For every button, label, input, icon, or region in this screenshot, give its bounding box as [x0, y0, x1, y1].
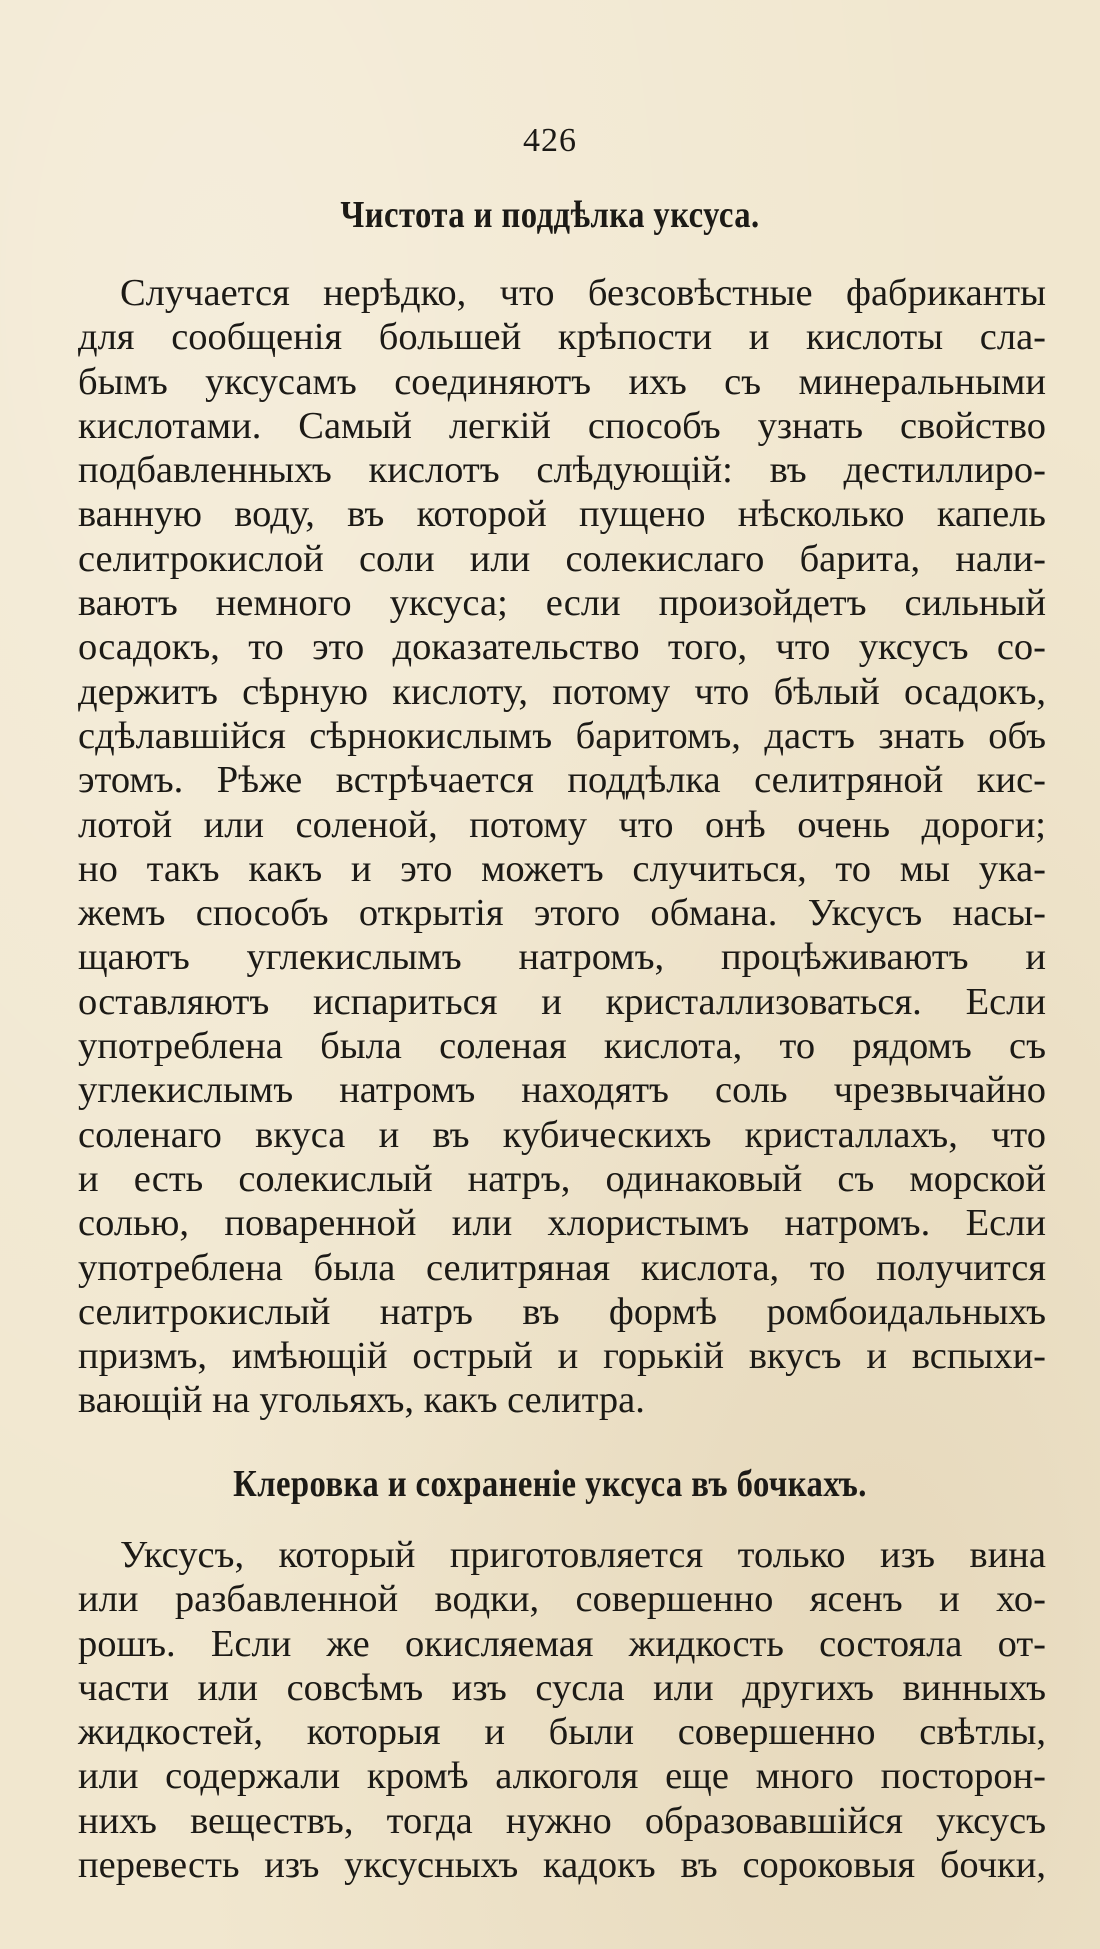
text-line: Уксусъ, который приготовляется только изъ вина [120, 1534, 1046, 1576]
text-line: для сообщенія большей крѣпости и кислоты сла- [78, 316, 1046, 359]
text-line: селитрокислой соли или солекислаго барита, нали- [78, 537, 1046, 580]
text-line: оставляютъ испариться и кристаллизоваться. Если [78, 980, 1046, 1023]
text-line: перевесть изъ уксусныхъ кадокъ въ сороковыя бочки, [78, 1844, 1046, 1887]
text-line: ванную воду, въ которой пущено нѣсколько капель [78, 493, 1046, 536]
text-line: употреблена была селитряная кислота, то получится [78, 1246, 1046, 1289]
text-line: соленаго вкуса и въ кубическихъ кристаллахъ, что [78, 1113, 1046, 1156]
text-line: сдѣлавшійся сѣрнокислымъ баритомъ, дастъ знать объ [78, 714, 1046, 757]
text-line: употреблена была соленая кислота, то рядомъ съ [78, 1025, 1046, 1068]
text-line: и есть солекислый натръ, одинаковый съ морской [78, 1157, 1046, 1200]
text-line: держитъ сѣрную кислоту, потому что бѣлый осадокъ, [78, 670, 1046, 713]
text-line: жидкостей, которыя и были совершенно свѣтлы, [78, 1711, 1046, 1754]
paragraph-clarification [78, 1533, 1046, 1887]
section-heading-purity: Чистота и поддѣлка уксуса. [340, 194, 760, 236]
page-number: 426 [523, 122, 577, 159]
text-line: щаютъ углекислымъ натромъ, процѣживаютъ и [78, 936, 1046, 979]
text-line: или разбавленной водки, совершенно ясенъ и хо- [78, 1578, 1046, 1621]
text-line: углекислымъ натромъ находятъ соль чрезвычайно [78, 1069, 1046, 1112]
text-line: или содержали кромѣ алкоголя еще много посторон- [78, 1755, 1046, 1798]
text-line: подбавленныхъ кислотъ слѣдующій: въ дестиллиро- [78, 449, 1046, 492]
text-line: жемъ способъ открытія этого обмана. Уксусъ насы- [78, 892, 1046, 935]
text-line: бымъ уксусамъ соединяютъ ихъ съ минеральными [78, 360, 1046, 403]
text-line: рошъ. Если же окисляемая жидкость состояла от- [78, 1622, 1046, 1665]
section-heading-clarification: Клеровка и сохраненіе уксуса въ бочкахъ. [233, 1463, 867, 1505]
paragraph-purity [78, 271, 1046, 1423]
text-line: осадокъ, то это доказательство того, что уксусъ со- [78, 626, 1046, 669]
text-line: лотой или соленой, потому что онѣ очень дороги; [78, 803, 1046, 846]
text-line: солью, поваренной или хлористымъ натромъ. Если [78, 1202, 1046, 1245]
text-line: кислотами. Самый легкій способъ узнать свойство [78, 404, 1046, 447]
text-line: нихъ веществъ, тогда нужно образовавшійся уксусъ [78, 1799, 1046, 1842]
text-line: этомъ. Рѣже встрѣчается поддѣлка селитряной кис- [78, 759, 1046, 802]
text-line: ваютъ немного уксуса; если произойдетъ сильный [78, 582, 1046, 625]
text-line: вающій на угольяхъ, какъ селитра. [78, 1379, 645, 1422]
text-line: но такъ какъ и это можетъ случиться, то мы ука- [78, 847, 1046, 890]
text-line: Случается нерѣдко, что безсовѣстные фабриканты [120, 272, 1046, 314]
text-line: части или совсѣмъ изъ сусла или другихъ винныхъ [78, 1666, 1046, 1709]
text-line: селитрокислый натръ въ формѣ ромбоидальныхъ [78, 1290, 1046, 1333]
text-line: призмъ, имѣющій острый и горькій вкусъ и вспыхи- [78, 1335, 1046, 1378]
